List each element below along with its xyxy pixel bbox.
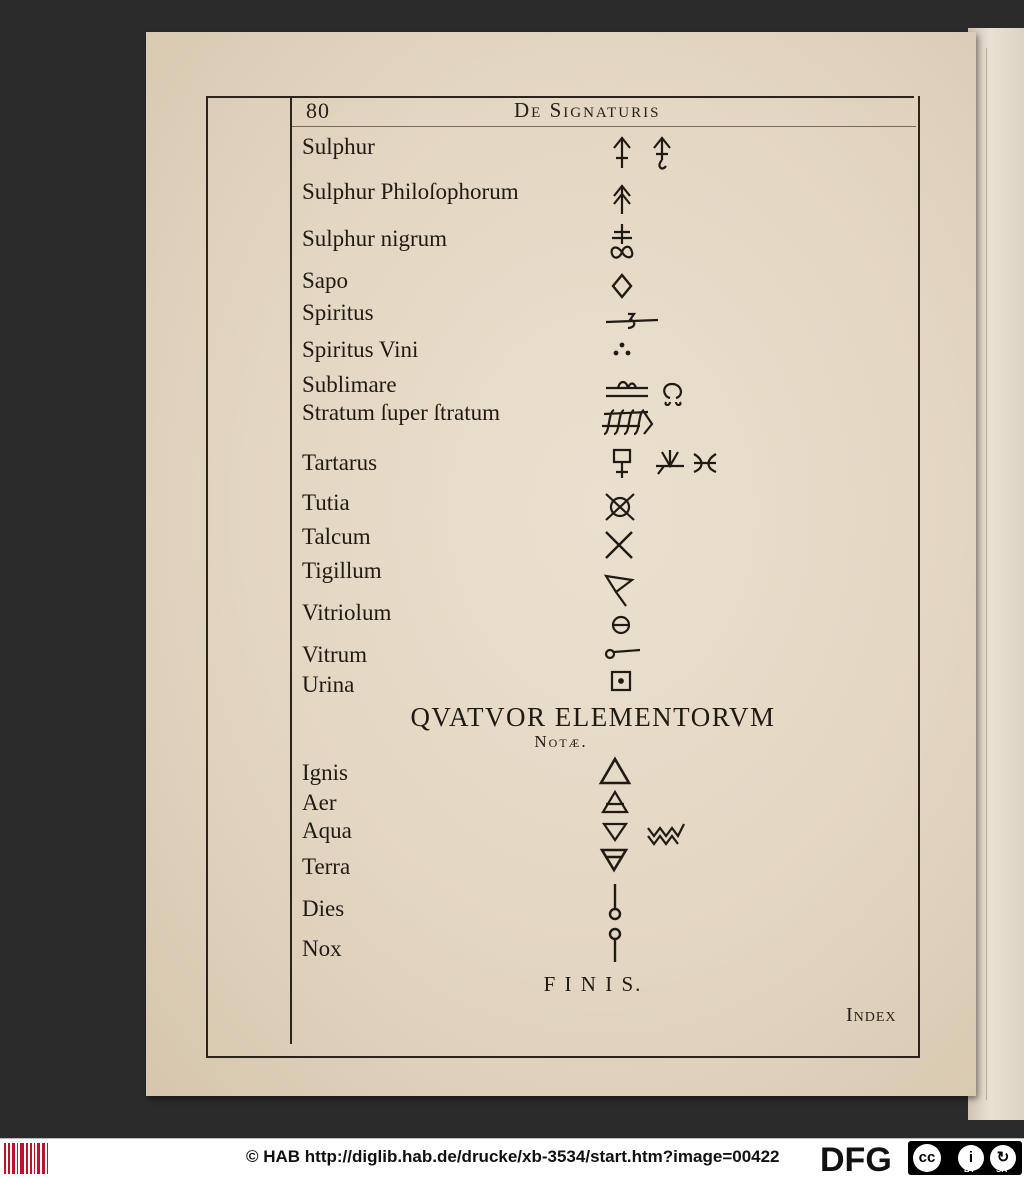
entry-label: Sublimare	[302, 372, 397, 397]
vitriolum-icon	[608, 612, 634, 638]
dfg-logo-text: DFG	[820, 1142, 892, 1175]
tartarus-icon	[608, 444, 728, 482]
copyright-link[interactable]: © HAB http://diglib.hab.de/drucke/xb-3534/start.htm?image=00422	[246, 1147, 780, 1166]
aer-icon	[600, 790, 630, 814]
sapo-icon	[610, 272, 634, 300]
aqua-icon	[598, 818, 698, 848]
entry-label: Spiritus	[302, 300, 374, 325]
right-outer-rule	[918, 96, 920, 1058]
entry-label: Urina	[302, 672, 355, 697]
vitrum-icon	[602, 642, 642, 666]
section-subtitle: Notæ.	[534, 732, 588, 751]
bottom-rule	[206, 1056, 920, 1058]
by-icon: i	[958, 1145, 984, 1171]
left-inner-rule	[290, 96, 292, 1044]
sulphur-philosophorum-icon	[608, 182, 638, 216]
entry-label: Tigillum	[302, 558, 382, 583]
spiritus-vini-icon	[610, 340, 634, 360]
entry-label: Vitriolum	[302, 600, 392, 625]
left-outer-rule	[206, 96, 208, 1058]
entry-label: Sapo	[302, 268, 348, 293]
element-label: Dies	[302, 896, 345, 921]
sa-label: SA	[996, 1165, 1008, 1174]
entry-label: Spiritus Vini	[302, 337, 419, 362]
ignis-icon	[598, 756, 632, 786]
entry-label: Sulphur Philoſophorum	[302, 179, 519, 204]
nox-icon	[604, 926, 626, 964]
cc-license-badge[interactable]	[908, 1141, 1022, 1175]
tutia-icon	[602, 490, 638, 524]
page-number: 80	[306, 98, 330, 123]
terra-icon	[598, 846, 630, 874]
dies-icon	[604, 882, 626, 922]
footer-bar	[0, 1138, 1024, 1178]
by-label: BY	[964, 1165, 976, 1174]
stratum-icon	[600, 404, 654, 442]
section-title: QVATVOR ELEMENTORVM	[410, 702, 776, 732]
head-rule	[290, 126, 916, 127]
entry-label: Talcum	[302, 524, 371, 549]
cc-icon: cc	[913, 1144, 941, 1172]
entry-label: Tartarus	[302, 450, 378, 475]
hab-logo-icon[interactable]	[4, 1143, 48, 1174]
catchword: Index	[846, 1004, 897, 1026]
finis: F I N I S.	[543, 972, 643, 996]
entry-label: Sulphur	[302, 134, 375, 159]
sublimare-icon	[604, 372, 694, 406]
entry-label: Vitrum	[302, 642, 368, 667]
dfg-logo-icon[interactable]	[818, 1142, 908, 1175]
spiritus-icon	[604, 306, 660, 334]
sulphur-icon	[608, 132, 688, 172]
book-page	[146, 32, 976, 1096]
element-label: Nox	[302, 936, 342, 961]
sa-icon: ↻	[990, 1145, 1016, 1171]
entry-label: Stratum ſuper ſtratum	[302, 400, 501, 425]
talcum-icon	[602, 528, 636, 562]
element-label: Terra	[302, 854, 351, 879]
next-page-edge	[968, 28, 1024, 1120]
tigillum-icon	[602, 570, 636, 608]
element-label: Ignis	[302, 760, 348, 785]
entry-label: Tutia	[302, 490, 350, 515]
running-head: De Signaturis	[514, 98, 661, 122]
element-label: Aqua	[302, 818, 352, 843]
sulphur-nigrum-icon	[606, 222, 638, 262]
element-label: Aer	[302, 790, 337, 815]
entry-label: Sulphur nigrum	[302, 226, 448, 251]
urina-icon	[608, 668, 634, 694]
